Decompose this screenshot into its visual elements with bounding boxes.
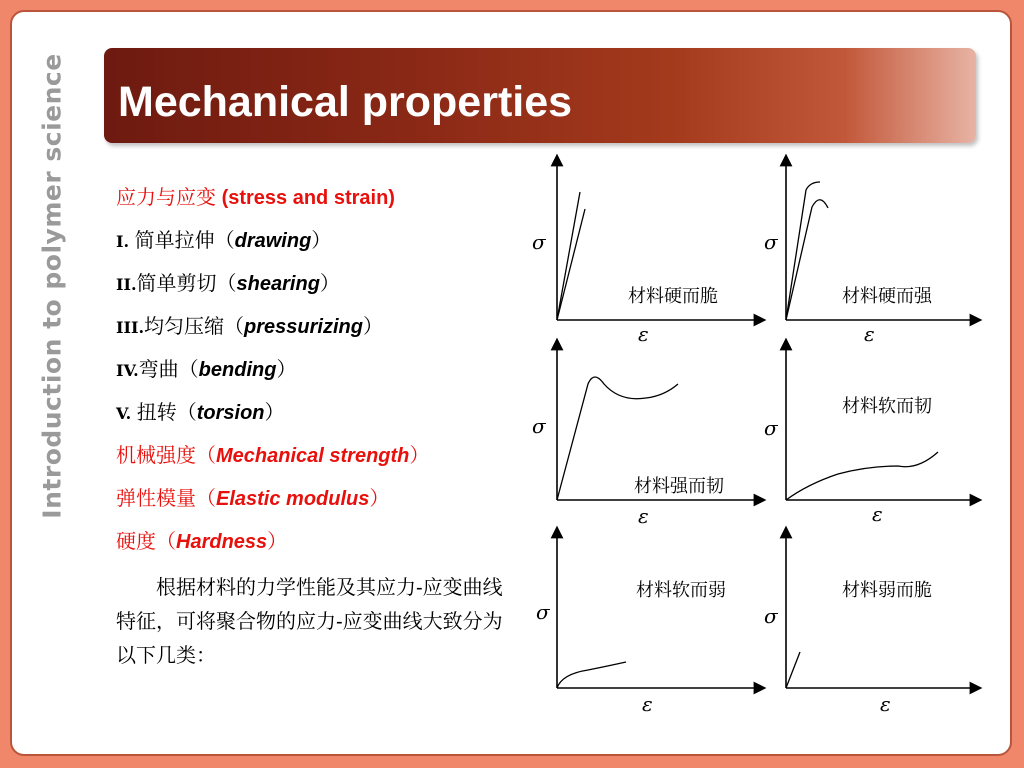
- epsilon-symbol: ε: [864, 322, 875, 346]
- close-paren: ）: [369, 488, 390, 510]
- epsilon-symbol: ε: [642, 692, 653, 716]
- line-en: shearing: [236, 273, 320, 295]
- chart-soft-weak: [557, 532, 760, 688]
- line-number: IV.: [116, 361, 139, 380]
- line-number: I.: [116, 232, 130, 251]
- line-drawing: [116, 225, 526, 268]
- line-cn: 应力与应变: [116, 187, 216, 209]
- chart-label-soft-weak: 材料软而弱: [636, 580, 726, 601]
- line-cn: 硬度（: [116, 531, 176, 553]
- line-en: torsion: [196, 402, 265, 424]
- chart-label-weak-brittle: 材料弱而脆: [842, 580, 932, 601]
- line-en: (stress and strain): [221, 187, 395, 209]
- curve-b: [557, 209, 585, 320]
- line-stress-strain: [116, 182, 526, 225]
- close-paren: ）: [362, 316, 383, 338]
- line-bending: [116, 354, 526, 397]
- line-pressurizing: [116, 311, 526, 354]
- line-cn: 简单拉伸（: [134, 230, 235, 252]
- chart-weak-brittle: [786, 532, 976, 688]
- sigma-symbol: σ: [532, 414, 546, 438]
- line-number: II.: [116, 275, 137, 294]
- sigma-symbol: σ: [764, 416, 778, 440]
- epsilon-symbol: ε: [638, 322, 649, 346]
- text-column: [116, 182, 526, 673]
- line-en: Mechanical strength: [216, 445, 410, 467]
- line-cn: 扭转（: [136, 402, 197, 424]
- line-hardness: [116, 526, 526, 569]
- line-en: bending: [198, 359, 277, 381]
- epsilon-symbol: ε: [872, 502, 883, 526]
- line-en: Hardness: [176, 531, 268, 553]
- close-paren: ）: [311, 230, 332, 252]
- line-mechanical-strength: [116, 440, 526, 483]
- line-cn: 简单剪切（: [136, 273, 237, 295]
- close-paren: ）: [319, 273, 340, 295]
- sigma-symbol: σ: [536, 600, 550, 624]
- line-en: Elastic modulus: [216, 488, 370, 510]
- curve-b: [786, 200, 828, 320]
- chart-label-hard-brittle: 材料硬而脆: [628, 286, 718, 307]
- chart-soft-tough: [786, 344, 976, 500]
- sigma-symbol: σ: [764, 604, 778, 628]
- line-torsion: [116, 397, 526, 440]
- stress-strain-charts: [528, 152, 988, 716]
- sigma-symbol: σ: [532, 230, 546, 254]
- title-bar: [104, 48, 976, 143]
- curve: [786, 652, 800, 688]
- summary-paragraph: 根据材料的力学性能及其应力-应变曲线特征，可将聚合物的应力-应变曲线大致分为以下几类：: [116, 577, 503, 667]
- close-paren: ）: [409, 445, 430, 467]
- close-paren: ）: [267, 531, 288, 553]
- chart-label-strong-tough: 材料强而韧: [634, 476, 724, 497]
- close-paren: ）: [276, 359, 297, 381]
- curve: [557, 662, 626, 688]
- line-cn: 机械强度（: [116, 445, 216, 467]
- close-paren: ）: [264, 402, 285, 424]
- line-number: III.: [116, 318, 145, 337]
- line-en: pressurizing: [244, 316, 363, 338]
- line-cn: 弯曲（: [138, 359, 199, 381]
- sigma-symbol: σ: [764, 230, 778, 254]
- epsilon-symbol: ε: [880, 692, 891, 716]
- line-cn: 均匀压缩（: [144, 316, 245, 338]
- charts-svg: [528, 152, 988, 712]
- chart-label-soft-tough: 材料软而韧: [842, 396, 932, 417]
- epsilon-symbol: ε: [638, 504, 649, 528]
- line-number: V.: [116, 404, 132, 423]
- line-en: drawing: [234, 230, 312, 252]
- line-cn: 弹性模量（: [116, 488, 216, 510]
- curve-a: [557, 192, 580, 320]
- chart-label-hard-strong: 材料硬而强: [842, 286, 932, 307]
- line-elastic-modulus: [116, 483, 526, 526]
- line-shearing: [116, 268, 526, 311]
- curve: [786, 452, 938, 500]
- vertical-course-title: Introduction to polymer science: [37, 53, 67, 519]
- page-title: Mechanical properties: [118, 78, 573, 126]
